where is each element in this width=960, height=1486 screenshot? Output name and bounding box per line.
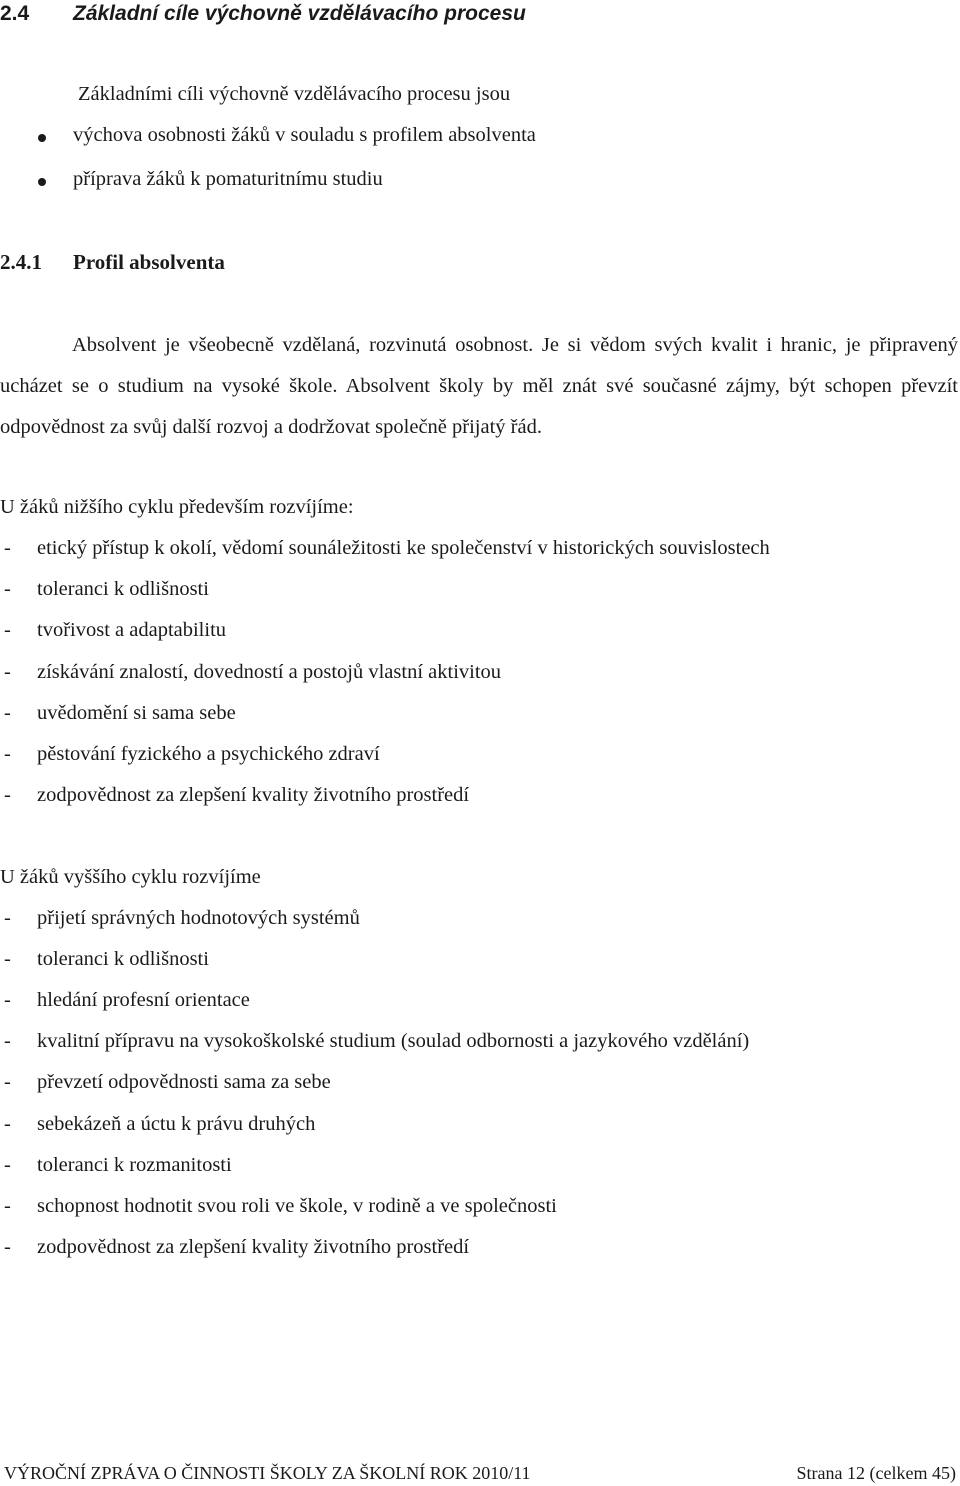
graduate-profile-paragraph [0, 325, 958, 448]
goal-bullet-item [0, 168, 960, 198]
list-item-text: toleranci k odlišnosti [37, 948, 209, 971]
section-number: 2.4 [0, 2, 30, 25]
list-item [0, 948, 960, 978]
list-item-text: přijetí správných hodnotových systémů [37, 907, 360, 929]
section-heading [0, 2, 960, 30]
dash-marker: - [4, 619, 11, 642]
list-item [0, 1154, 960, 1184]
dash-marker: - [4, 1071, 11, 1094]
list-item-text: kvalitní přípravu na vysokoškolské studium (soulad odbornosti a jazykového vzdělání) [37, 1030, 750, 1053]
list-item [0, 907, 960, 937]
dash-marker: - [4, 660, 11, 683]
list-item [0, 784, 960, 814]
list-item [0, 702, 960, 732]
list-item [0, 619, 960, 649]
subsection-title: Profil absolventa [73, 250, 225, 274]
list-item [0, 1030, 960, 1060]
section-intro: Základními cíli výchovně vzdělávacího procesu jsou [78, 83, 511, 105]
list-item-text: sebekázeň a úctu k právu druhých [37, 1112, 316, 1135]
subsection-number: 2.4.1 [0, 250, 42, 274]
dash-marker: - [4, 1030, 11, 1053]
footer-report-title: VÝROČNÍ ZPRÁVA O ČINNOSTI ŠKOLY ZA ŠKOLNÍ ROK 2010/11 [4, 1463, 531, 1483]
list-item-text: zodpovědnost za zlepšení kvality životního prostředí [37, 1235, 470, 1258]
list-item [0, 1195, 960, 1225]
list-item-text: pěstování fyzického a psychického zdraví [37, 743, 380, 765]
dash-marker: - [4, 1194, 11, 1217]
dash-marker: - [4, 1112, 11, 1135]
graduate-profile-text: Absolvent je všeobecně vzdělaná, rozvinutá osobnost. Je si vědom svých kvalit i hranic, je připravený ucházet se o studium na vysoké škole. Absolvent školy by měl znát své současné zájmy, být schopen převzít odpovědnost za svůj další rozvoj a dodržovat společně přijatý řád. [0, 334, 958, 438]
dash-marker: - [4, 948, 11, 971]
dash-marker: - [4, 907, 11, 929]
list-item-text: tvořivost a adaptabilitu [37, 619, 227, 642]
dash-marker: - [4, 537, 11, 559]
list-item-text: etický přístup k okolí, vědomí sounáležitosti ke společenství v historických souvislostech [37, 537, 770, 559]
list-item-text: převzetí odpovědnosti sama za sebe [37, 1071, 331, 1094]
bullet-icon [38, 134, 46, 142]
lower-cycle-heading: U žáků nižšího cyklu především rozvíjíme: [0, 496, 354, 518]
bullet-icon [38, 178, 46, 186]
list-item [0, 1236, 960, 1266]
list-item-text: hledání profesní orientace [37, 989, 250, 1012]
upper-cycle-heading: U žáků vyššího cyklu rozvíjíme [0, 866, 261, 888]
dash-marker: - [4, 743, 11, 765]
list-item-text: získávání znalostí, dovedností a postojů vlastní aktivitou [37, 660, 502, 683]
goal-bullet-item [0, 124, 960, 154]
list-item-text: toleranci k rozmanitosti [37, 1153, 232, 1176]
dash-marker: - [4, 1153, 11, 1176]
dash-marker: - [4, 989, 11, 1012]
list-item-text: toleranci k odlišnosti [37, 578, 209, 601]
list-item-text: zodpovědnost za zlepšení kvality životního prostředí [37, 784, 470, 807]
dash-marker: - [4, 784, 11, 807]
bullet-text: příprava žáků k pomaturitnímu studiu [73, 168, 383, 190]
list-item [0, 743, 960, 773]
list-item [0, 661, 960, 691]
dash-marker: - [4, 1235, 11, 1258]
list-item-text: uvědomění si sama sebe [37, 701, 236, 724]
dash-marker: - [4, 578, 11, 601]
list-item [0, 989, 960, 1019]
list-item [0, 1113, 960, 1143]
subsection-heading [0, 250, 400, 278]
list-item [0, 537, 960, 567]
section-title: Základní cíle výchovně vzdělávacího procesu [73, 2, 526, 25]
bullet-text: výchova osobnosti žáků v souladu s profilem absolventa [73, 124, 536, 146]
footer-page-number: Strana 12 (celkem 45) [796, 1463, 956, 1483]
list-item [0, 1071, 960, 1101]
dash-marker: - [4, 701, 11, 724]
list-item [0, 578, 960, 608]
list-item-text: schopnost hodnotit svou roli ve škole, v rodině a ve společnosti [37, 1194, 557, 1217]
